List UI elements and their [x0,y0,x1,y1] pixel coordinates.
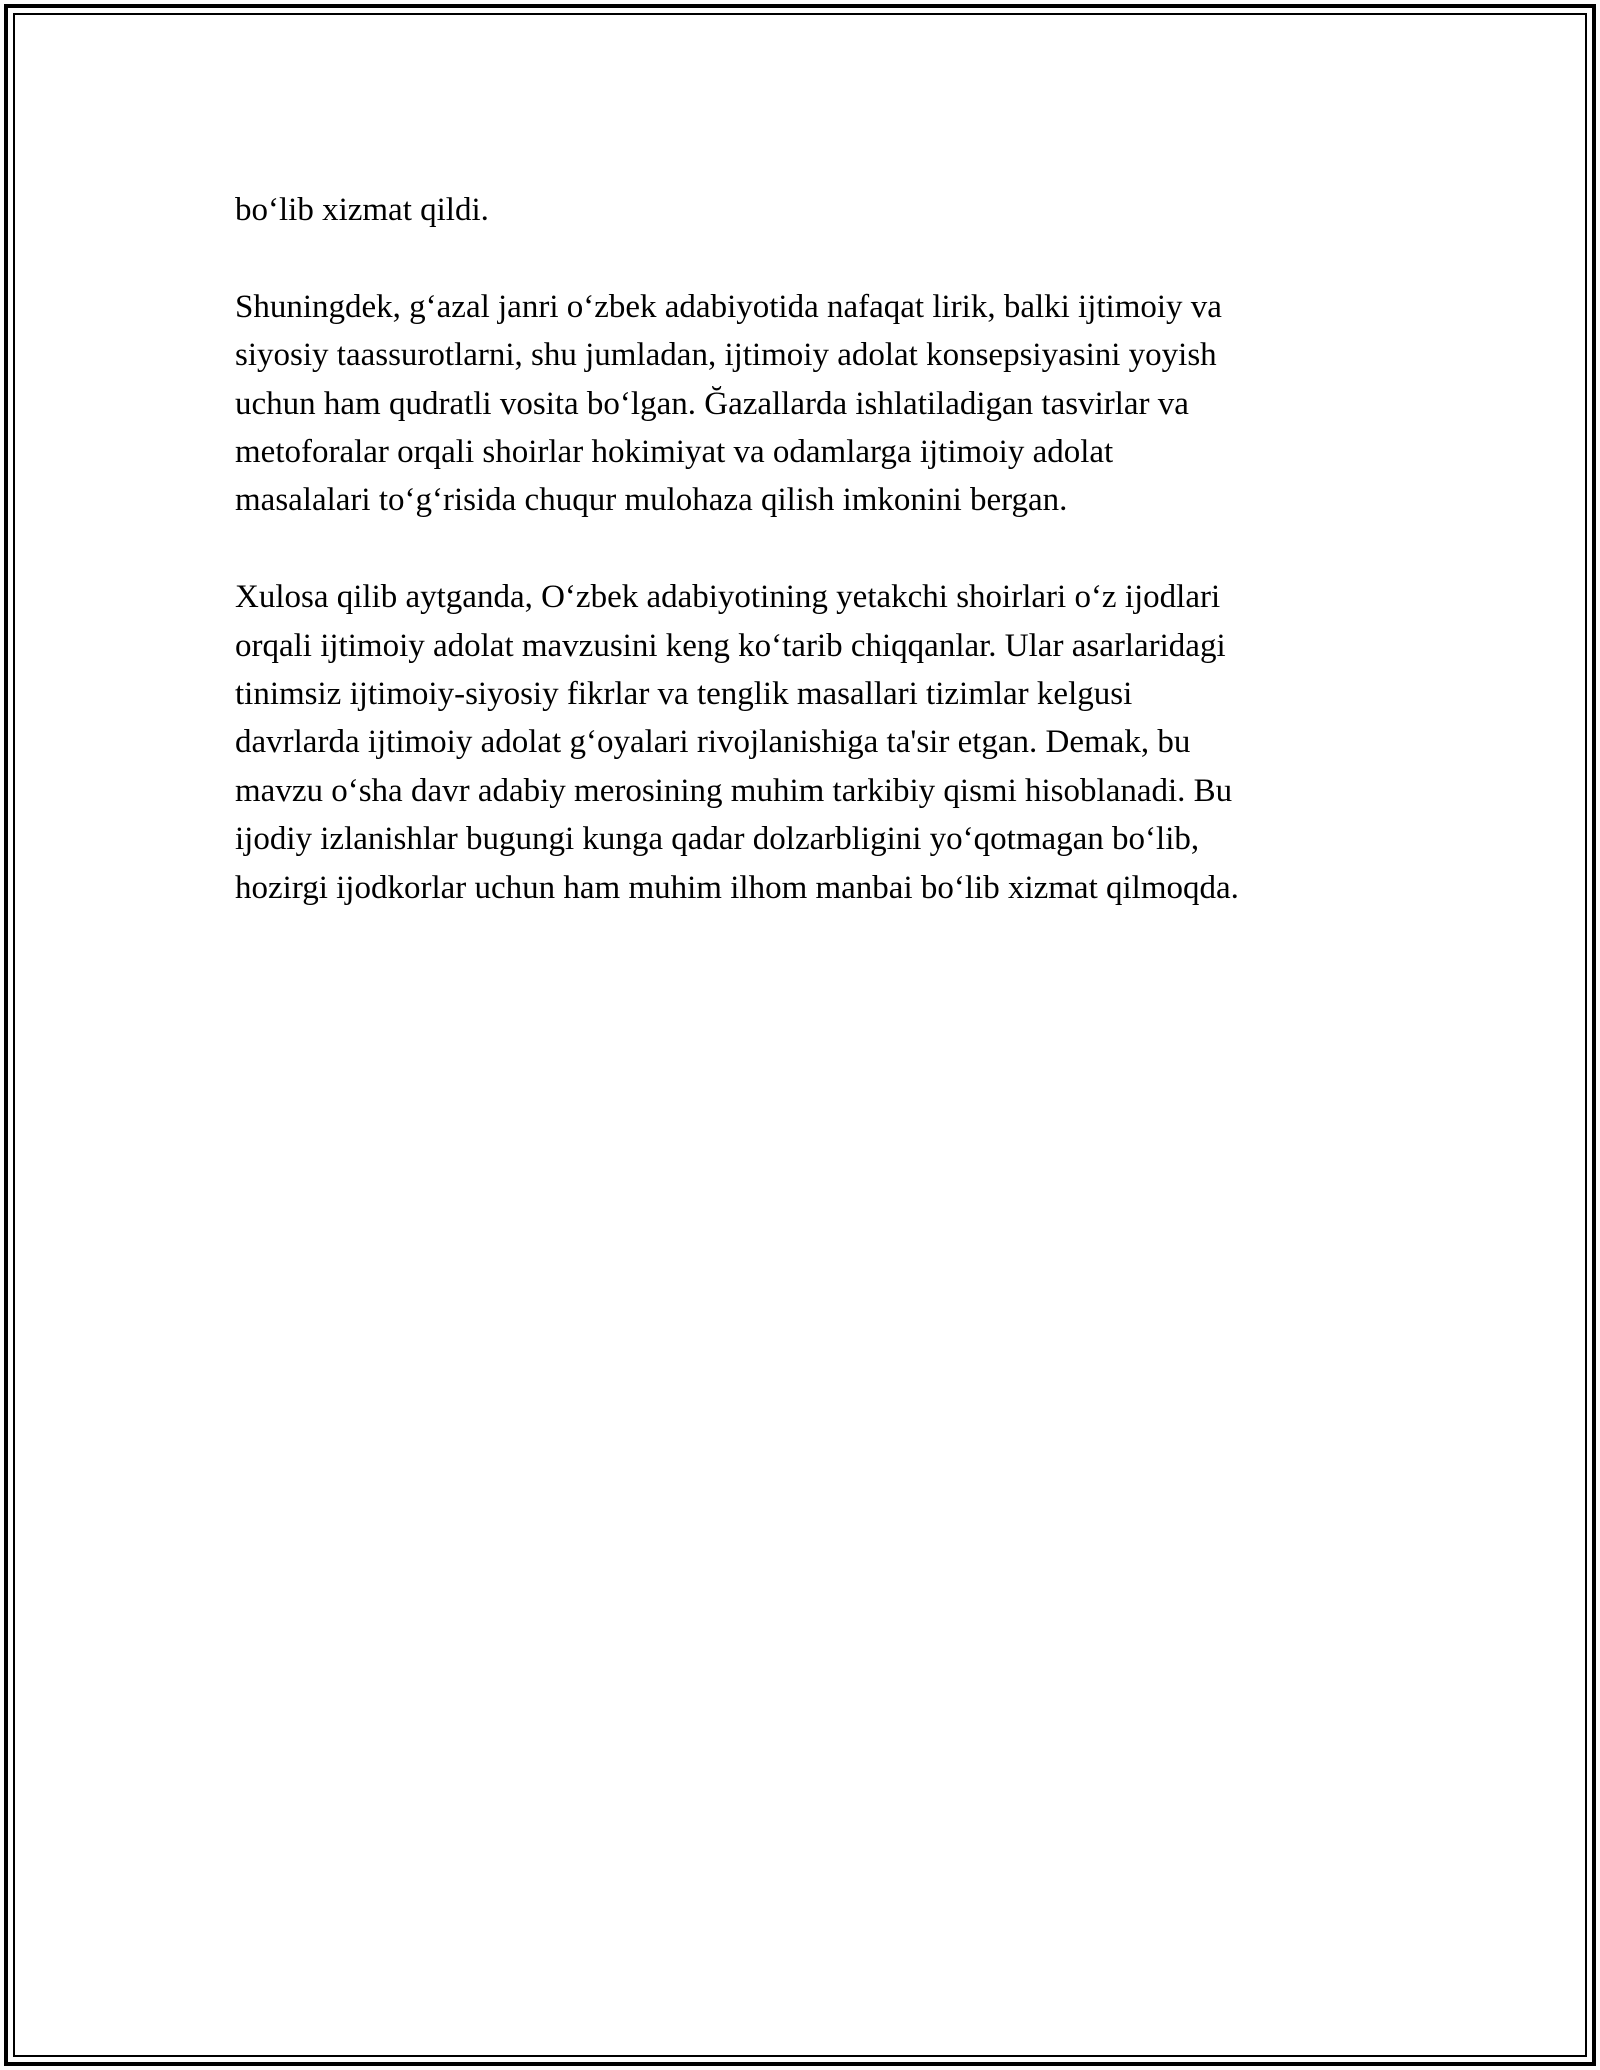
paragraph-continuation: bo‘lib xizmat qildi. [235,192,489,228]
document-body [235,186,1375,960]
paragraph-gazal-genre: Shuningdek, g‘azal janri o‘zbek adabiyotida nafaqat lirik, balki ijtimoiy va siyosiy taassurotlarni, shu jumladan, ijtimoiy adolat konsepsiyasini yoyish uchun ham qudratli vosita bo‘lgan. Ğazallarda ishlatiladigan tasvirlar va metoforalar orqali shoirlar hokimiyat va odamlarga ijtimoiy adolat masalalari to‘g‘risida chuqur mulohaza qilish imkonini bergan. [235,288,1222,519]
paragraph-conclusion: Xulosa qilib aytganda, O‘zbek adabiyotining yetakchi shoirlari o‘z ijodlari orqali ijtimoiy adolat mavzusini keng ko‘tarib chiqqanlar. Ular asarlaridagi tinimsiz ijtimoiy-siyosiy fikrlar va tenglik masallari tizimlar kelgusi davrlarda ijtimoiy adolat g‘oyalari rivojlanishiga ta'sir etgan. Demak, bu mavzu o‘sha davr adabiy merosining muhim tarkibiy qismi hisoblanadi. Bu ijodiy izlanishlar bugungi kunga qadar dolzarbligini yo‘qotmagan bo‘lib, hozirgi ijodkorlar uchun ham muhim ilhom manbai bo‘lib xizmat qilmoqda. [235,579,1239,906]
